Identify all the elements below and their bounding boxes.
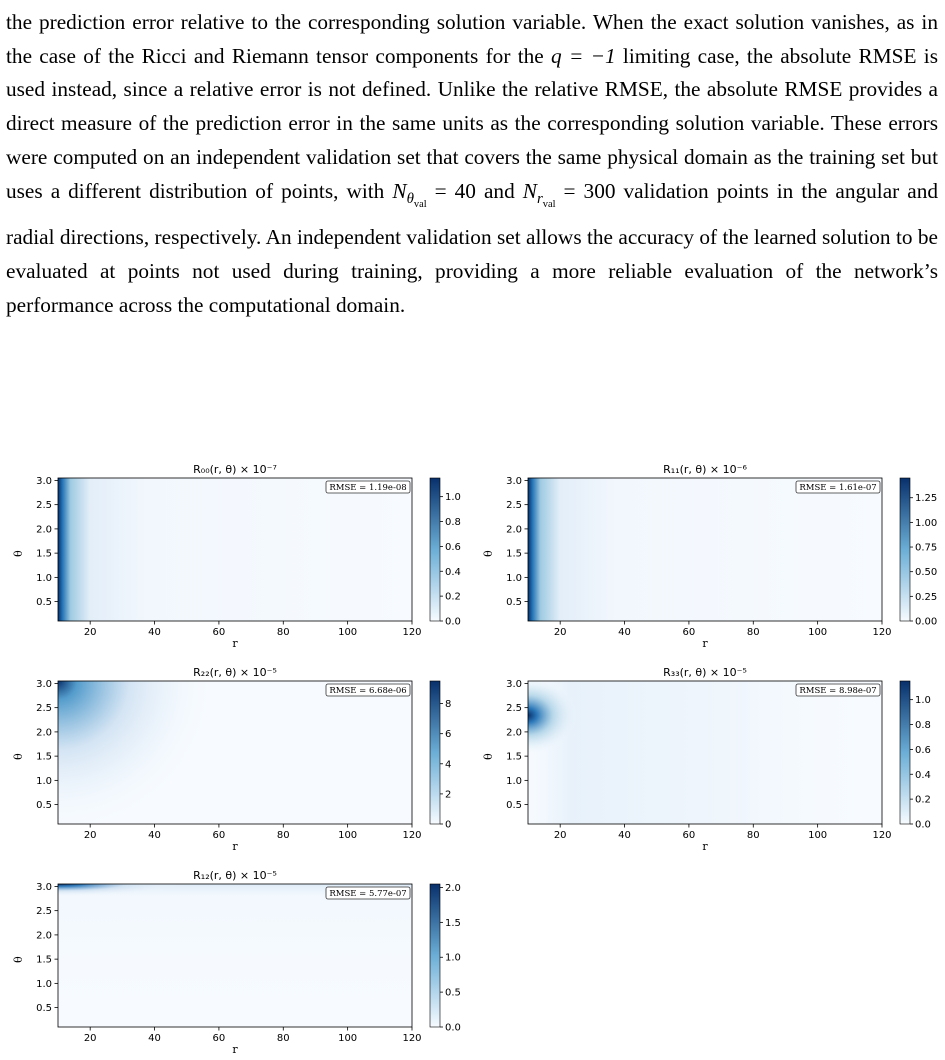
y-tick-label: 1.5 [36, 548, 52, 560]
math-n-r: $N_{r_{val}}$ [522, 178, 556, 210]
x-tick-label: 40 [148, 830, 161, 841]
colorbar-tick-label: 2 [445, 789, 452, 801]
text-run-3: and [475, 178, 523, 203]
body-paragraph [6, 6, 938, 323]
x-tick-label: 20 [83, 830, 97, 841]
x-tick-label: 120 [402, 627, 422, 638]
math-n-theta: $N_{\theta_{val}}$ [392, 178, 427, 210]
math-n-r-value: = 300 [555, 178, 616, 203]
colorbar-tick-label: 0.4 [915, 769, 931, 781]
colorbar-tick-label: 0.25 [915, 591, 938, 603]
y-axis-label: θ [482, 753, 495, 760]
colorbar-tick-label: 0 [445, 819, 452, 831]
y-axis-label: θ [12, 550, 25, 557]
x-axis-label: r [232, 637, 238, 650]
x-axis-label: r [232, 840, 238, 853]
x-tick-label: 20 [553, 627, 567, 638]
x-tick-label: 120 [402, 830, 422, 841]
x-tick-label: 60 [212, 830, 226, 841]
y-tick-label: 1.5 [36, 751, 52, 763]
rmse-label: RMSE = 1.61e-07 [799, 483, 877, 493]
x-tick-label: 80 [746, 830, 760, 841]
colorbar-tick-label: 4 [445, 759, 452, 771]
y-tick-label: 2.5 [506, 500, 522, 512]
x-tick-label: 100 [808, 830, 828, 841]
y-axis-label: θ [12, 753, 25, 760]
colorbar-tick-label: 0.8 [445, 517, 461, 529]
y-tick-label: 1.0 [506, 572, 522, 584]
y-tick-label: 0.5 [36, 800, 52, 812]
x-tick-label: 40 [618, 627, 631, 638]
y-tick-label: 0.5 [506, 597, 522, 609]
rmse-label: RMSE = 5.77e-07 [329, 889, 407, 899]
heatmap-r33 [470, 661, 940, 857]
chart-title: R₁₁(r, θ) × 10⁻⁶ [663, 463, 747, 476]
colorbar-tick-label: 0.4 [445, 566, 461, 578]
colorbar-tick-label: 0.8 [915, 720, 931, 732]
colorbar-tick-label: 0.0 [445, 616, 461, 628]
colorbar-tick-label: 1.25 [915, 493, 938, 505]
heatmap-r00 [0, 458, 470, 654]
rmse-label: RMSE = 6.68e-06 [329, 686, 407, 696]
colorbar-tick-label: 1.5 [445, 917, 461, 929]
y-tick-label: 2.0 [36, 524, 52, 536]
x-tick-label: 80 [276, 830, 290, 841]
y-tick-label: 2.5 [36, 906, 52, 918]
y-tick-label: 1.0 [36, 572, 52, 584]
colorbar [900, 681, 910, 824]
y-tick-label: 1.0 [506, 775, 522, 787]
panel-r11 [470, 458, 940, 654]
y-tick-label: 1.5 [506, 751, 522, 763]
x-tick-label: 120 [872, 830, 892, 841]
chart-title: R₁₂(r, θ) × 10⁻⁵ [193, 869, 277, 882]
colorbar-tick-label: 0.2 [445, 591, 461, 603]
x-axis-label: r [702, 637, 708, 650]
heatmap-r12 [0, 864, 470, 1060]
text-run-2: limiting case, the absolute RMSE is used instead, since a relative error is not defined. Unlike the relative RMSE, the absolute RMSE provides a direct measure of the prediction error in the same units as the corresponding solution variable. These errors were computed on an independent validation set that covers the same physical domain as the training set but uses a different distribution of points, with [6, 43, 938, 203]
x-tick-label: 40 [148, 1033, 161, 1044]
colorbar-tick-label: 0.5 [445, 987, 461, 999]
chart-title: R₃₃(r, θ) × 10⁻⁵ [663, 666, 747, 679]
y-axis-label: θ [482, 550, 495, 557]
x-tick-label: 60 [682, 627, 696, 638]
heatmap-r22 [0, 661, 470, 857]
colorbar-tick-label: 1.0 [915, 695, 931, 707]
x-tick-label: 120 [872, 627, 892, 638]
x-tick-label: 20 [83, 627, 97, 638]
heatmap-r11 [470, 458, 940, 654]
rmse-label: RMSE = 1.19e-08 [329, 483, 407, 493]
y-tick-label: 2.0 [506, 524, 522, 536]
math-n-theta-value: = 40 [426, 178, 476, 203]
x-tick-label: 120 [402, 1033, 422, 1044]
y-tick-label: 0.5 [506, 800, 522, 812]
colorbar [900, 478, 910, 621]
rmse-label: RMSE = 8.98e-07 [799, 686, 877, 696]
x-axis-label: r [232, 1043, 238, 1056]
x-tick-label: 100 [338, 627, 358, 638]
y-tick-label: 1.0 [36, 775, 52, 787]
colorbar-tick-label: 0.0 [445, 1022, 461, 1034]
heatmap-field [528, 478, 882, 621]
heatmap-field [58, 681, 412, 824]
colorbar-tick-label: 0.2 [915, 794, 931, 806]
y-tick-label: 0.5 [36, 597, 52, 609]
heatmap-field [58, 884, 412, 1027]
chart-title: R₂₂(r, θ) × 10⁻⁵ [193, 666, 277, 679]
y-tick-label: 2.0 [36, 727, 52, 739]
colorbar-tick-label: 2.0 [445, 882, 461, 894]
panel-r12 [0, 864, 470, 1060]
y-tick-label: 2.0 [36, 930, 52, 942]
y-tick-label: 0.5 [36, 1003, 52, 1015]
colorbar-tick-label: 8 [445, 699, 452, 711]
x-tick-label: 40 [618, 830, 631, 841]
x-tick-label: 100 [808, 627, 828, 638]
colorbar [430, 681, 440, 824]
y-tick-label: 2.0 [506, 727, 522, 739]
colorbar-tick-label: 0.6 [915, 744, 931, 756]
y-tick-label: 3.0 [36, 678, 52, 690]
math-q-equation: q = −1 [551, 43, 616, 68]
colorbar-tick-label: 1.0 [445, 492, 461, 504]
x-tick-label: 80 [276, 1033, 290, 1044]
x-tick-label: 80 [746, 627, 760, 638]
colorbar-tick-label: 0.50 [915, 567, 938, 579]
y-tick-label: 1.0 [36, 978, 52, 990]
text-run-1: the prediction error relative to the corresponding solution variable. When the exact solution vanishes, as in the case of the Ricci and Riemann tensor components for the [6, 10, 938, 68]
y-tick-label: 1.5 [506, 548, 522, 560]
x-tick-label: 80 [276, 627, 290, 638]
x-tick-label: 60 [212, 1033, 226, 1044]
panel-r33 [470, 661, 940, 857]
panel-r00 [0, 458, 470, 654]
x-tick-label: 60 [682, 830, 696, 841]
chart-title: R₀₀(r, θ) × 10⁻⁷ [193, 463, 277, 476]
heatmap-field [58, 478, 412, 621]
colorbar-tick-label: 0.00 [915, 616, 938, 628]
x-tick-label: 100 [338, 830, 358, 841]
x-tick-label: 20 [553, 830, 567, 841]
x-axis-label: r [702, 840, 708, 853]
text-run-4: validation points in the angular and radial directions, respectively. An independent validation set allows the accuracy of the learned solution to be evaluated at points not used during training, providing a more reliable evaluation of the network’s performance across the computational domain. [6, 178, 938, 317]
y-tick-label: 3.0 [36, 881, 52, 893]
colorbar-tick-label: 0.0 [915, 819, 931, 831]
colorbar-tick-label: 0.75 [915, 542, 938, 554]
x-tick-label: 60 [212, 627, 226, 638]
panel-r22 [0, 661, 470, 857]
x-tick-label: 40 [148, 627, 161, 638]
colorbar-tick-label: 6 [445, 729, 452, 741]
y-tick-label: 2.5 [36, 703, 52, 715]
y-tick-label: 3.0 [506, 678, 522, 690]
y-axis-label: θ [12, 956, 25, 963]
y-tick-label: 3.0 [36, 475, 52, 487]
y-tick-label: 3.0 [506, 475, 522, 487]
y-tick-label: 2.5 [506, 703, 522, 715]
colorbar-tick-label: 1.0 [445, 952, 461, 964]
colorbar [430, 478, 440, 621]
x-tick-label: 100 [338, 1033, 358, 1044]
y-tick-label: 2.5 [36, 500, 52, 512]
colorbar-tick-label: 1.00 [915, 517, 938, 529]
colorbar [430, 884, 440, 1027]
heatmap-field [528, 681, 882, 824]
colorbar-tick-label: 0.6 [445, 541, 461, 553]
x-tick-label: 20 [83, 1033, 97, 1044]
y-tick-label: 1.5 [36, 954, 52, 966]
